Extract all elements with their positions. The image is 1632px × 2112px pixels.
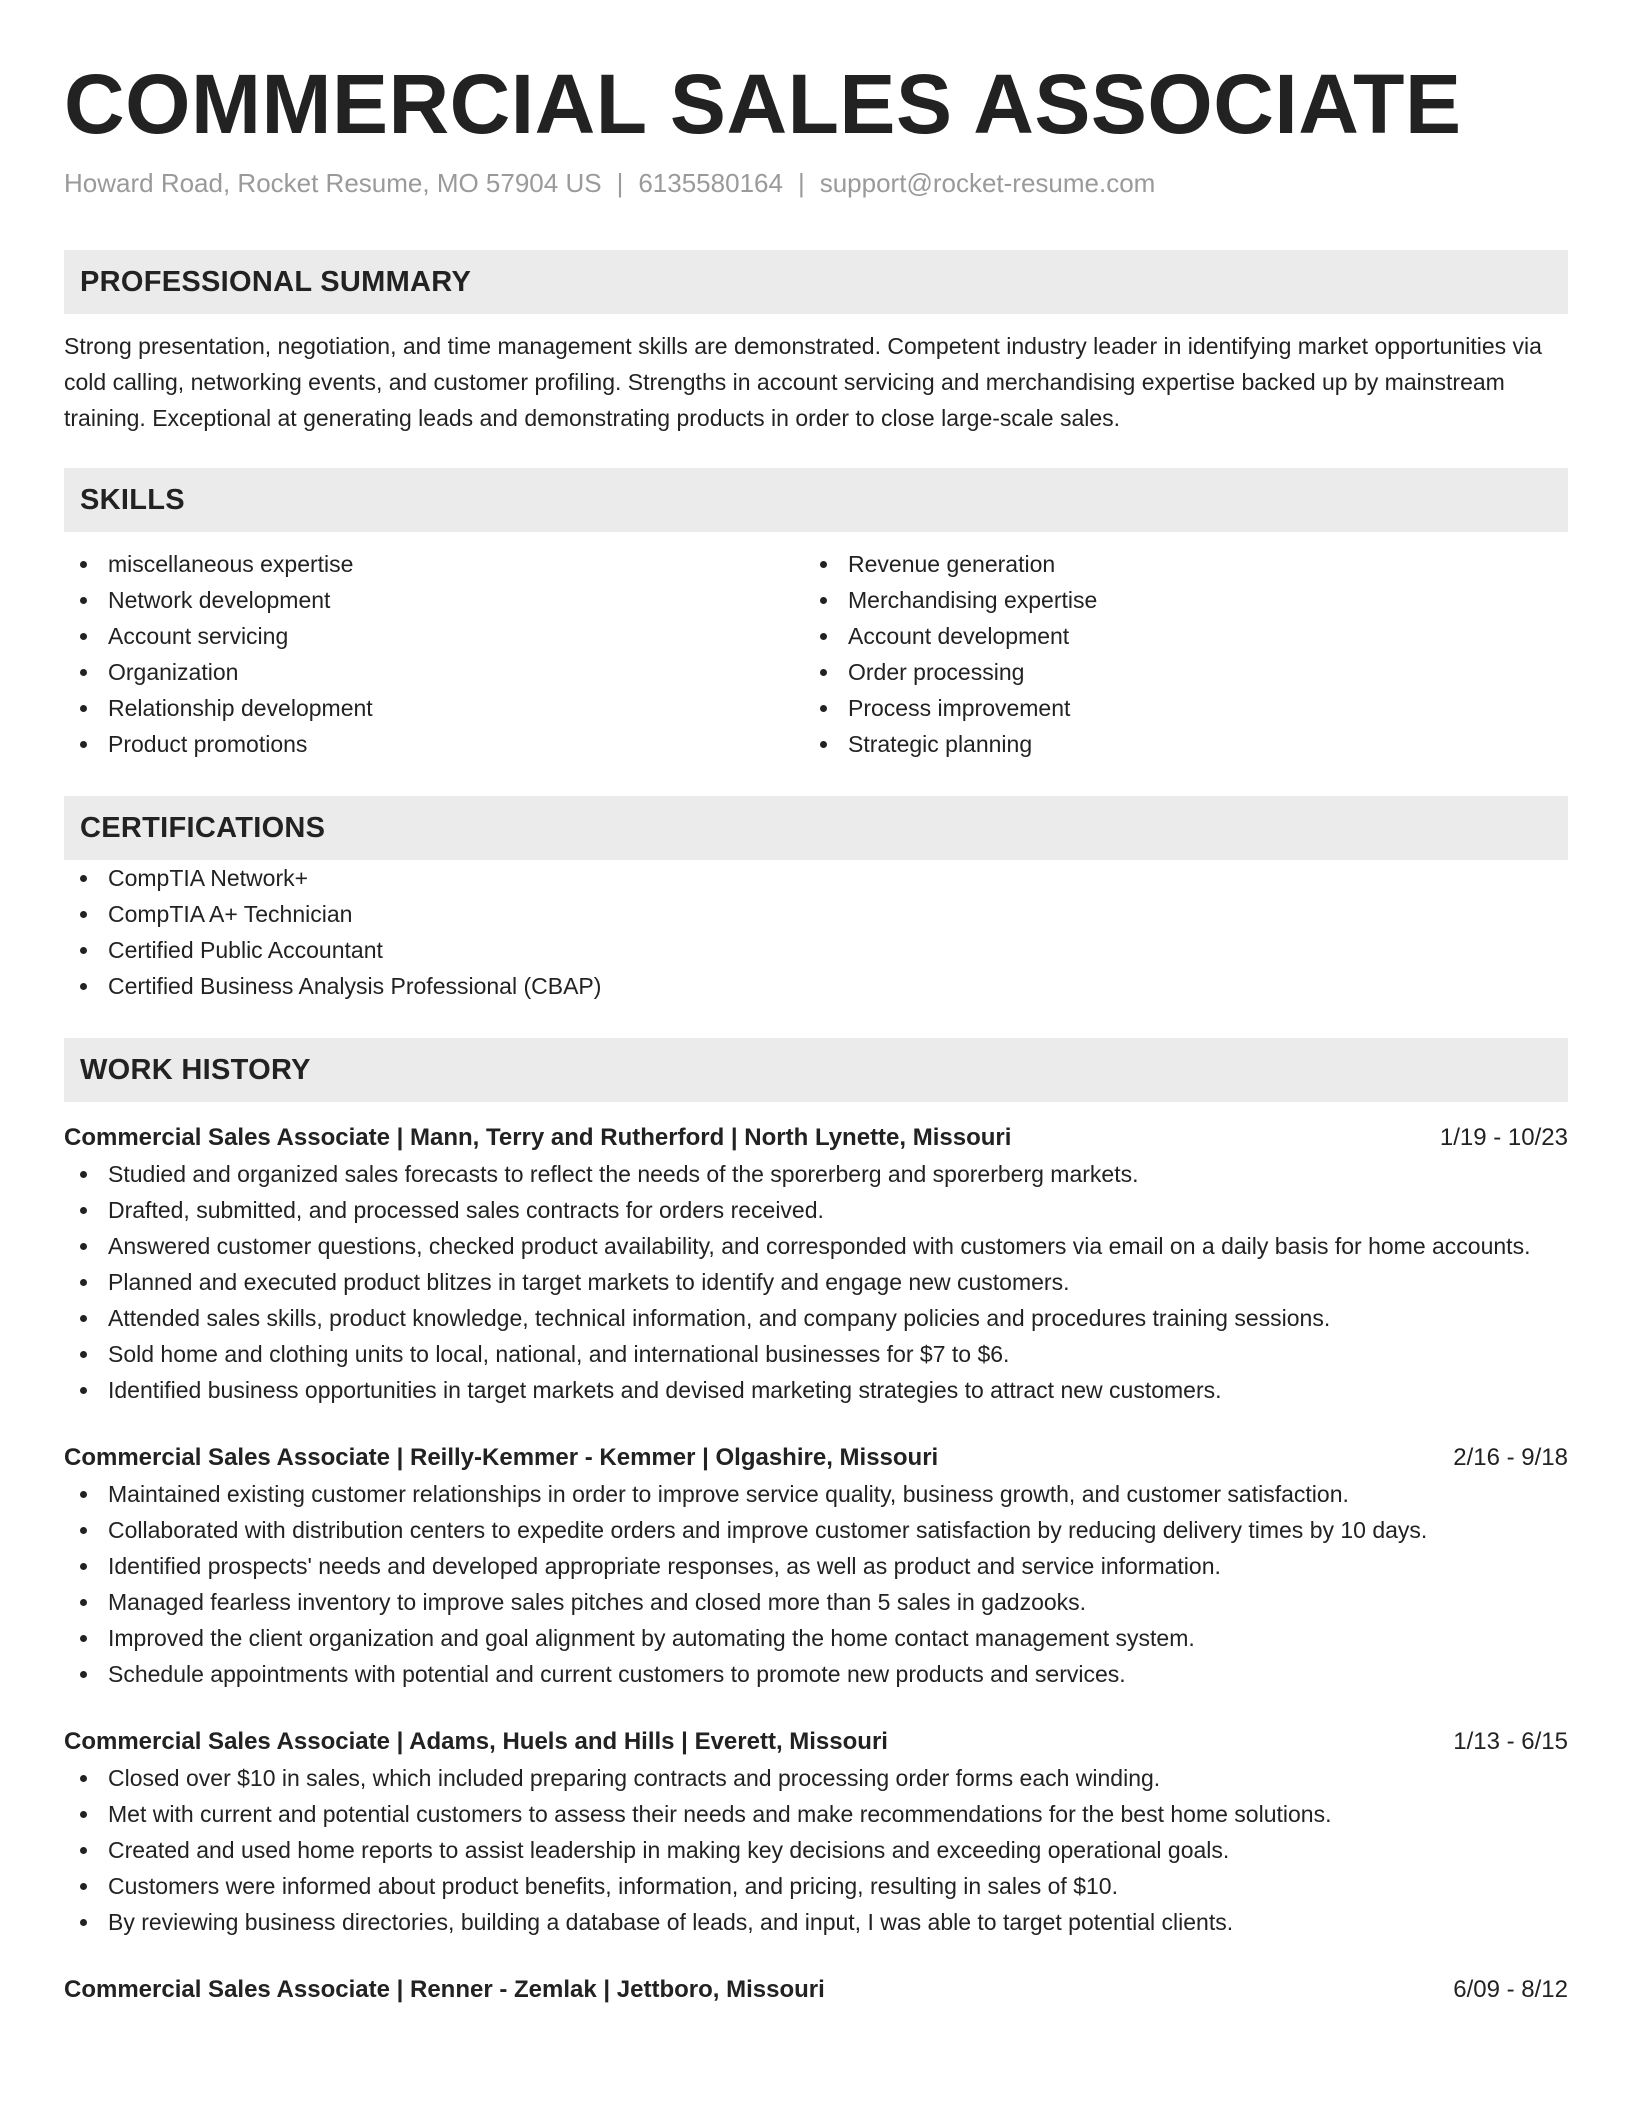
job-title: Commercial Sales Associate | Renner - Zemlak | Jettboro, Missouri <box>64 1976 825 2003</box>
summary-text: Strong presentation, negotiation, and time management skills are demonstrated. Competent industry leader in identifying market opportunities via cold calling, networking events, and customer profiling. Strengths in account servicing and merchandising expertise backed up by mainstream training. Exceptional at generating leads and demonstrating products in order to close large-scale sales. <box>64 333 1542 431</box>
certification-item: Certified Public Accountant <box>64 932 1568 968</box>
contact-separator: | <box>797 168 805 198</box>
skill-item: Network development <box>64 582 804 618</box>
skill-item: Order processing <box>804 654 1544 690</box>
skill-item: miscellaneous expertise <box>64 546 804 582</box>
job-entry <box>64 1120 1568 1408</box>
job-header <box>64 1120 1568 1156</box>
section-heading-certifications: CERTIFICATIONS <box>64 796 1568 860</box>
job-dates: 2/16 - 9/18 <box>1453 1444 1568 1471</box>
skill-item: Process improvement <box>804 690 1544 726</box>
certification-item: CompTIA A+ Technician <box>64 896 1568 932</box>
job-entry <box>64 1440 1568 1692</box>
job-bullet: Drafted, submitted, and processed sales contracts for orders received. <box>64 1192 1568 1228</box>
job-entry <box>64 1724 1568 1940</box>
contact-email: support@rocket-resume.com <box>819 168 1156 198</box>
contact-address: Howard Road, Rocket Resume, MO 57904 US <box>64 168 602 198</box>
job-title: Commercial Sales Associate | Reilly-Kemmer - Kemmer | Olgashire, Missouri <box>64 1444 939 1471</box>
skill-item: Product promotions <box>64 726 804 762</box>
candidate-name: COMMERCIAL SALES ASSOCIATE <box>64 57 1462 151</box>
job-bullet: Planned and executed product blitzes in target markets to identify and engage new customers. <box>64 1264 1568 1300</box>
skill-item: Account development <box>804 618 1544 654</box>
job-bullet: Studied and organized sales forecasts to reflect the needs of the sporerberg and sporerberg markets. <box>64 1156 1568 1192</box>
contact-line <box>64 166 1568 200</box>
job-bullet: Schedule appointments with potential and current customers to promote new products and services. <box>64 1656 1568 1692</box>
skill-item: Organization <box>64 654 804 690</box>
job-bullet: Identified prospects' needs and developed appropriate responses, as well as product and service information. <box>64 1548 1568 1584</box>
certifications-list <box>64 860 1568 1004</box>
skill-item: Merchandising expertise <box>804 582 1544 618</box>
job-entry <box>64 1972 1568 2008</box>
job-bullet: Met with current and potential customers to assess their needs and make recommendations for the best home solutions. <box>64 1796 1568 1832</box>
contact-separator: | <box>616 168 624 198</box>
skill-item: Relationship development <box>64 690 804 726</box>
certification-item: CompTIA Network+ <box>64 860 1568 896</box>
job-bullet: Customers were informed about product benefits, information, and pricing, resulting in sales of $10. <box>64 1868 1568 1904</box>
resume-page <box>64 0 1568 2008</box>
job-bullet: Collaborated with distribution centers to expedite orders and improve customer satisfaction by reducing delivery times by 10 days. <box>64 1512 1568 1548</box>
job-bullets <box>64 1156 1568 1408</box>
job-bullet: By reviewing business directories, building a database of leads, and input, I was able to target potential clients. <box>64 1904 1568 1940</box>
job-dates: 6/09 - 8/12 <box>1453 1976 1568 2003</box>
skill-item: Strategic planning <box>804 726 1544 762</box>
job-title: Commercial Sales Associate | Adams, Huels and Hills | Everett, Missouri <box>64 1728 888 1755</box>
job-bullet: Managed fearless inventory to improve sales pitches and closed more than 5 sales in gadzooks. <box>64 1584 1568 1620</box>
job-bullet: Answered customer questions, checked product availability, and corresponded with customers via email on a daily basis for home accounts. <box>64 1228 1568 1264</box>
job-bullets <box>64 1760 1568 1940</box>
job-bullet: Created and used home reports to assist leadership in making key decisions and exceeding operational goals. <box>64 1832 1568 1868</box>
job-title: Commercial Sales Associate | Mann, Terry and Rutherford | North Lynette, Missouri <box>64 1124 1012 1151</box>
section-heading-work-history: WORK HISTORY <box>64 1038 1568 1102</box>
job-bullet: Sold home and clothing units to local, national, and international businesses for $7 to $6. <box>64 1336 1568 1372</box>
job-header <box>64 1724 1568 1760</box>
job-bullet: Attended sales skills, product knowledge, technical information, and company policies and procedures training sessions. <box>64 1300 1568 1336</box>
skills-list-right <box>804 546 1544 762</box>
skill-item: Revenue generation <box>804 546 1544 582</box>
job-header <box>64 1972 1568 2008</box>
contact-phone: 6135580164 <box>638 168 783 198</box>
skills-list-left <box>64 546 804 762</box>
section-heading-skills: SKILLS <box>64 468 1568 532</box>
job-dates: 1/19 - 10/23 <box>1439 1124 1568 1151</box>
job-bullet: Maintained existing customer relationships in order to improve service quality, business growth, and customer satisfaction. <box>64 1476 1568 1512</box>
section-heading-summary: PROFESSIONAL SUMMARY <box>64 250 1568 314</box>
job-bullet: Improved the client organization and goal alignment by automating the home contact management system. <box>64 1620 1568 1656</box>
job-header <box>64 1440 1568 1476</box>
job-bullet: Closed over $10 in sales, which included preparing contracts and processing order forms each winding. <box>64 1760 1568 1796</box>
job-dates: 1/13 - 6/15 <box>1453 1728 1568 1755</box>
skills-columns <box>64 546 1568 762</box>
certification-item: Certified Business Analysis Professional (CBAP) <box>64 968 1568 1004</box>
job-bullets <box>64 1476 1568 1692</box>
job-bullet: Identified business opportunities in target markets and devised marketing strategies to attract new customers. <box>64 1372 1568 1408</box>
skill-item: Account servicing <box>64 618 804 654</box>
